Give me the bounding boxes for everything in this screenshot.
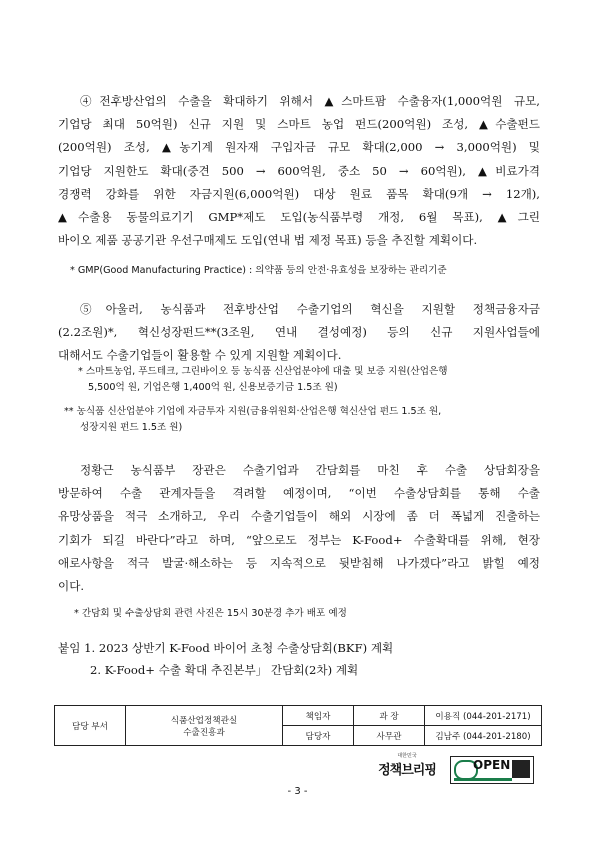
footnote-innovation-fund [64, 404, 441, 436]
footnote-line: 5,500억 원, 기업은행 1,400억 원, 신용보증기금 1.5조 원) [88, 382, 338, 393]
policy-briefing-logo [372, 752, 442, 782]
contact-table [54, 705, 542, 746]
paragraph-5-policy-finance [58, 298, 540, 368]
footnote-policy-loans [78, 364, 448, 396]
footnote-line: * 스마트농업, 푸드테크, 그린바이오 등 농식품 신산업분야에 대출 및 보증 지원(산업은행 [78, 366, 448, 377]
title-staff: 사무관 [354, 726, 425, 746]
text-line: ④전후방산업의 수출을 확대하기 위해서 ▲스마트팜 수출융자(1,000억원 규모, [80, 94, 540, 108]
attachment-2: 2. K-Food+ 수출 확대 추진본부」 간담회(2차) 계획 [90, 663, 359, 677]
text-line: 정황근 농식품부 장관은 수출기업과 간담회를 마친 후 수출 상담회장을 [80, 463, 540, 477]
paragraph-minister-visit [58, 459, 540, 598]
dept-name [126, 706, 283, 746]
text-line: 방문하여 수출 관계자들을 격려할 예정이며, “이번 수출상담회를 통해 수출 [58, 486, 540, 501]
text-line: 애로사항을 적극 발굴·해소하는 등 지속적으로 뒷받침해 나가겠다”라고 밝힐 예정 [58, 555, 540, 570]
role-manager: 책임자 [283, 706, 354, 726]
person-staff: 김남주 (044-201-2180) [425, 726, 542, 746]
text-line: 기업당 지원한도 확대(중견 500 → 600억원, 중소 50 → 60억원), ▲비료가격 [58, 163, 540, 178]
text-line: (200억원) 조성, ▲농기계 원자재 구입자금 규모 확대(2,000 → 3,000억원) 및 [58, 140, 540, 155]
logo-main-text: 정책브리핑 [378, 763, 436, 778]
footnote-gmp: * GMP(Good Manufacturing Practice) : 의약품 등의 안전·유효성을 보장하는 관리기준 [70, 265, 447, 276]
paragraph-4-export-industry [58, 90, 540, 252]
page-number: - 3 - [287, 786, 308, 797]
license-icon [512, 760, 530, 778]
open-text: OPEN [473, 758, 511, 772]
text-line: 기업당 최대 50억원) 신규 지원 및 스마트 농업 펀드(200억원) 조성, ▲수출펀드 [58, 117, 540, 132]
role-staff: 담당자 [283, 726, 354, 746]
dept-line: 수출진흥과 [183, 727, 225, 738]
footnote-line: ** 농식품 신산업분야 기업에 자금투자 지원(금융위원회·산업은행 혁신산업 펀드 1.5조 원, [64, 406, 442, 417]
title-manager: 과 장 [354, 706, 425, 726]
open-license-logo [450, 756, 534, 784]
text-line: 바이오 제품 공공기관 우선구매제도 도입(연내 법 제정 목표) 등을 추진할 계획이다. [58, 233, 478, 248]
text-line: 기회가 되길 바란다”라고 하며, “앞으로도 정부는 K-Food+ 수출확대를 위해, 현장 [58, 532, 540, 547]
text-line: ▲수출용 동물의료기기 GMP*제도 도입(농식품부령 개정, 6월 목표), ▲그린 [58, 210, 540, 225]
text-line: 이다. [58, 579, 85, 594]
text-line: (2.2조원)*, 혁신성장펀드**(3조원, 연내 결성예정) 등의 신규 지원사업들에 [58, 325, 540, 340]
footnote-photo: * 간담회 및 수출상담회 관련 사진은 15시 30분경 추가 배포 예정 [74, 608, 347, 619]
text-line: 경쟁력 강화를 위한 자금지원(6,000억원) 대상 원료 품목 확대(9개 → 12개), [58, 186, 540, 201]
text-line: ⑤아울러, 농식품과 전후방산업 수출기업의 혁신을 지원할 정책금융자금 [80, 302, 540, 316]
license-strip [454, 778, 512, 781]
dept-line: 식품산업정책관실 [170, 715, 238, 726]
person-manager: 이용직 (044-201-2171) [425, 706, 542, 726]
attachment-1: 붙임 1. 2023 상반기 K-Food 바이어 초청 수출상담회(BKF) 계획 [58, 641, 394, 655]
text-line: 대해서도 수출기업들이 활용할 수 있게 지원할 계획이다. [58, 348, 342, 363]
text-line: 유망상품을 적극 소개하고, 우리 수출기업들이 해외 시장에 좀 더 폭넓게 진출하는 [58, 509, 540, 524]
dept-label: 담당 부서 [55, 706, 126, 746]
footnote-line: 성장지원 펀드 1.5조 원) [80, 422, 183, 433]
logo-small-text: 대한민국 [397, 753, 417, 759]
